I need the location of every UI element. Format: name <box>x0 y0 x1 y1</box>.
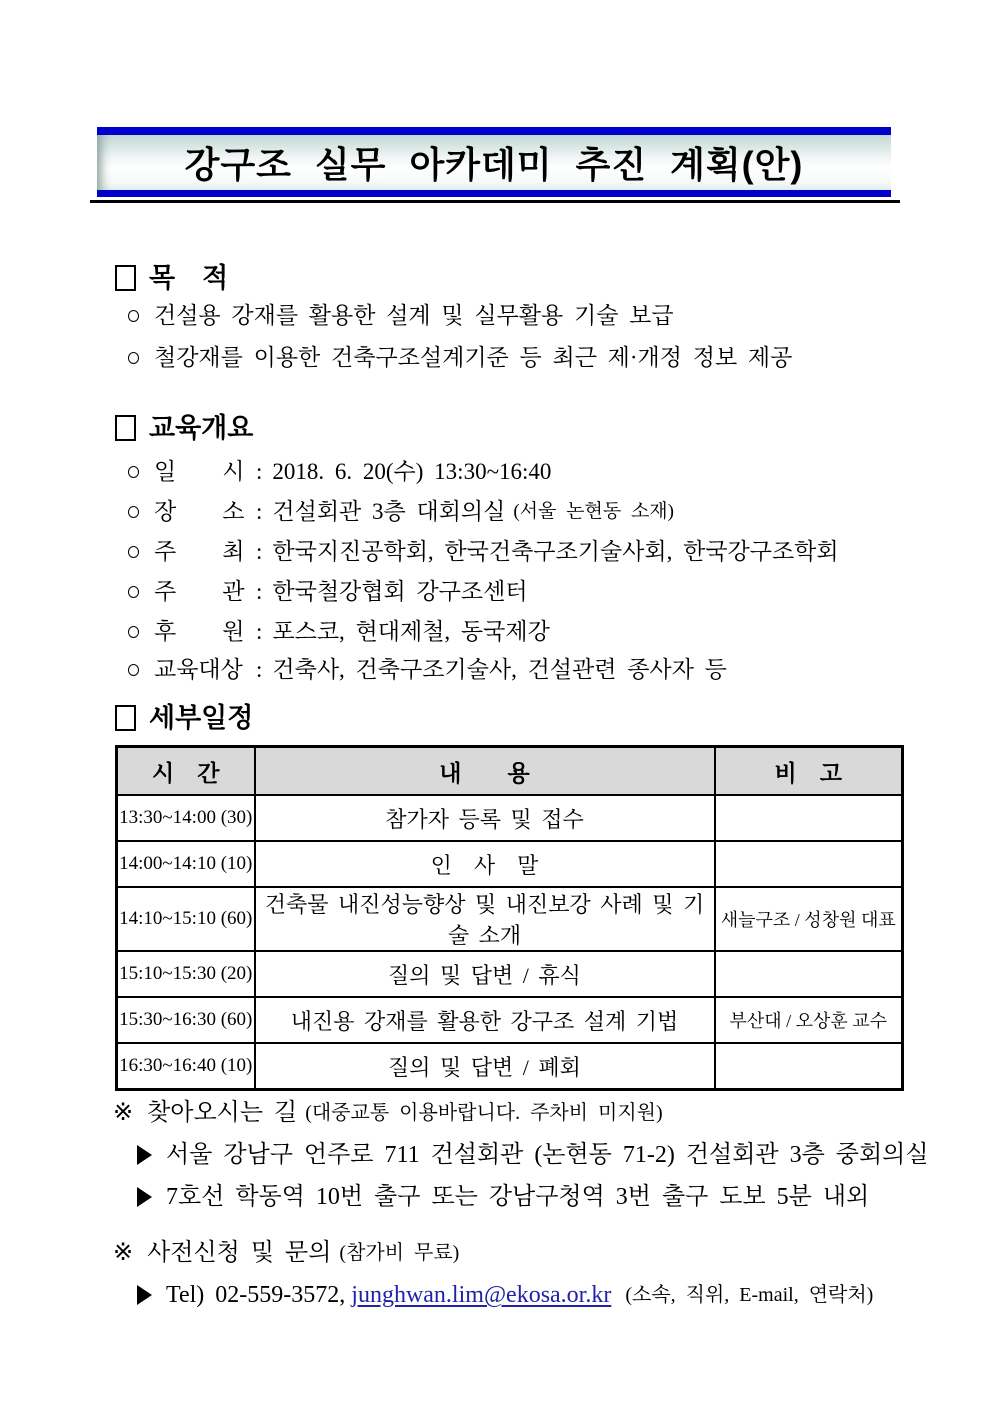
contact-tel: Tel) 02-559-3572, <box>166 1282 346 1308</box>
schedule-content: 참가자 등록 및 접수 <box>255 795 715 841</box>
schedule-time: 14:00~14:10 (10) <box>117 841 255 887</box>
table-header-remark: 비 고 <box>715 747 903 796</box>
square-bullet-icon <box>115 415 136 441</box>
circle-bullet-icon <box>128 586 139 598</box>
circle-bullet-icon <box>128 546 139 558</box>
table-row <box>117 795 903 841</box>
banner-top-bar <box>97 127 891 135</box>
section-heading-purpose <box>115 262 228 294</box>
contact-title-line <box>113 1236 459 1270</box>
title-banner <box>97 127 891 197</box>
schedule-heading-label: 세부일정 <box>149 703 254 733</box>
contact-suffix: (소속, 직위, E-mail, 연락처) <box>625 1284 874 1306</box>
overview-item-place <box>128 496 674 528</box>
schedule-time: 15:30~16:30 (60) <box>117 997 255 1043</box>
purpose-heading-label: 목 적 <box>149 263 229 293</box>
email-link[interactable]: junghwan.lim@ekosa.or.kr <box>351 1282 612 1308</box>
directions-item <box>137 1180 869 1214</box>
schedule-content: 내진용 강재를 활용한 강구조 설계 기법 <box>255 997 715 1043</box>
overview-value-note: (서울 논현동 소재) <box>513 501 674 522</box>
directions-item <box>137 1138 929 1172</box>
purpose-item <box>128 300 674 332</box>
overview-colon: : <box>256 579 263 604</box>
overview-colon: : <box>256 657 263 682</box>
circle-bullet-icon <box>128 310 139 322</box>
overview-value: 한국지진공학회, 한국건축구조기술사회, 한국강구조학회 <box>272 539 839 564</box>
schedule-content: 질의 및 답변 / 폐회 <box>255 1043 715 1090</box>
purpose-item-text: 건설용 강재를 활용한 설계 및 실무활용 기술 보급 <box>154 303 674 328</box>
overview-value: 2018. 6. 20(수) 13:30~16:40 <box>272 459 552 484</box>
schedule-remark <box>715 841 903 887</box>
section-heading-overview <box>115 412 253 444</box>
overview-item-organizer <box>128 576 528 608</box>
overview-colon: : <box>256 459 263 484</box>
overview-item-datetime <box>128 456 551 488</box>
overview-label: 주 최 <box>154 539 245 564</box>
square-bullet-icon <box>115 265 136 291</box>
circle-bullet-icon <box>128 352 139 364</box>
table-row <box>117 887 903 951</box>
page-title: 강구조 실무 아카데미 추진 계획(안) <box>184 144 804 185</box>
overview-value: 포스코, 현대제철, 동국제강 <box>272 619 550 644</box>
overview-item-sponsor <box>128 616 550 648</box>
section-heading-schedule <box>115 702 253 734</box>
table-row <box>117 951 903 997</box>
schedule-remark <box>715 795 903 841</box>
circle-bullet-icon <box>128 466 139 478</box>
schedule-time: 14:10~15:10 (60) <box>117 887 255 951</box>
table-row <box>117 997 903 1043</box>
schedule-time: 13:30~14:00 (30) <box>117 795 255 841</box>
schedule-content: 인 사 말 <box>255 841 715 887</box>
contact-tel-line <box>137 1278 873 1312</box>
overview-colon: : <box>256 499 263 524</box>
purpose-item-text: 철강재를 이용한 건축구조설계기준 등 최근 제·개정 정보 제공 <box>154 345 793 370</box>
overview-label: 교육대상 <box>154 657 243 682</box>
contact-title: 사전신청 및 문의 <box>147 1240 332 1266</box>
overview-value: 건축사, 건축구조기술사, 건설관련 종사자 등 <box>272 657 727 682</box>
directions-item-text: 서울 강남구 언주로 711 건설회관 (논현동 71-2) 건설회관 3층 중회의실 <box>166 1142 929 1168</box>
directions-item-text: 7호선 학동역 10번 출구 또는 강남구청역 3번 출구 도보 5분 내외 <box>166 1184 870 1210</box>
overview-colon: : <box>256 539 263 564</box>
schedule-content: 질의 및 답변 / 휴식 <box>255 951 715 997</box>
schedule-remark: 새늘구조 / 성창원 대표 <box>715 887 903 951</box>
square-bullet-icon <box>115 705 136 731</box>
schedule-remark <box>715 1043 903 1090</box>
directions-note: (대중교통 이용바랍니다. 주차비 미지원) <box>305 1102 663 1124</box>
schedule-content: 건축물 내진성능향상 및 내진보강 사례 및 기술 소개 <box>255 887 715 951</box>
schedule-table <box>115 745 904 1091</box>
directions-title: 찾아오시는 길 <box>147 1100 298 1126</box>
overview-label: 주 관 <box>154 579 245 604</box>
schedule-time: 15:10~15:30 (20) <box>117 951 255 997</box>
reference-mark-icon: ※ <box>113 1100 134 1126</box>
schedule-remark: 부산대 / 오상훈 교수 <box>715 997 903 1043</box>
arrow-bullet-icon <box>137 1285 152 1305</box>
overview-item-host <box>128 536 839 568</box>
banner-underline <box>90 200 900 203</box>
overview-value: 건설회관 3층 대회의실 <box>272 499 506 524</box>
overview-label: 후 원 <box>154 619 245 644</box>
directions-title-line <box>113 1096 663 1130</box>
overview-label: 일 시 <box>154 459 245 484</box>
banner-bottom-bar <box>97 190 891 197</box>
overview-label: 장 소 <box>154 499 245 524</box>
table-header-time: 시 간 <box>117 747 255 796</box>
overview-heading-label: 교육개요 <box>149 413 254 443</box>
arrow-bullet-icon <box>137 1187 152 1207</box>
reference-mark-icon: ※ <box>113 1240 134 1266</box>
schedule-remark <box>715 951 903 997</box>
contact-note: (참가비 무료) <box>339 1242 460 1264</box>
purpose-item <box>128 342 792 374</box>
banner-body <box>97 135 891 190</box>
overview-colon: : <box>256 619 263 644</box>
circle-bullet-icon <box>128 626 139 638</box>
overview-item-audience <box>128 654 727 686</box>
table-header-content: 내 용 <box>255 747 715 796</box>
table-header-row <box>117 747 903 796</box>
circle-bullet-icon <box>128 664 139 676</box>
overview-value: 한국철강협회 강구조센터 <box>272 579 528 604</box>
table-row <box>117 1043 903 1090</box>
circle-bullet-icon <box>128 506 139 518</box>
arrow-bullet-icon <box>137 1145 152 1165</box>
table-row <box>117 841 903 887</box>
schedule-time: 16:30~16:40 (10) <box>117 1043 255 1090</box>
